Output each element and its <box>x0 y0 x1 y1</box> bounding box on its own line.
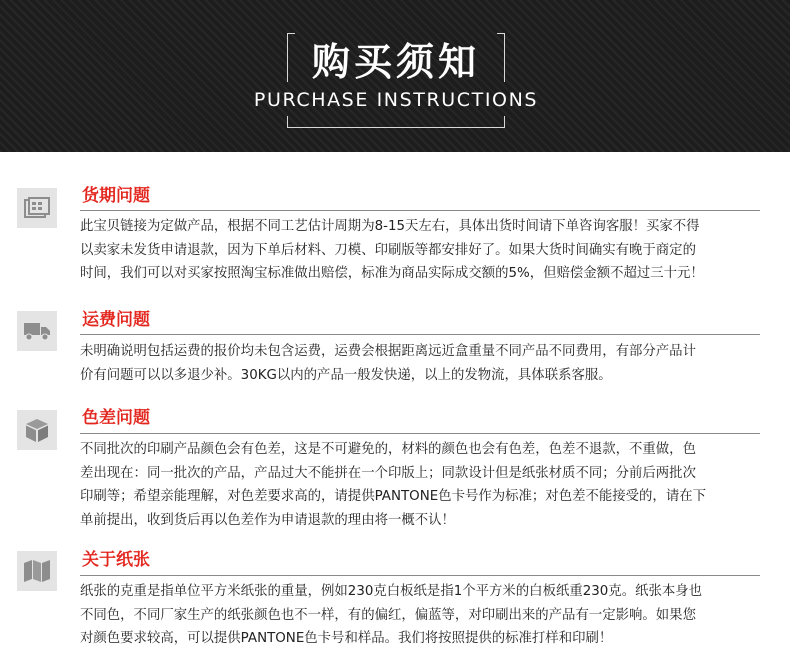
text-line: 时间，我们可以对买家按照淘宝标准做出赔偿，标准为商品实际成交额的5%，但赔偿金额不超过三十元！ <box>80 266 704 281</box>
section-title: 色差问题 <box>82 408 150 428</box>
delivery-calendar-icon <box>17 188 57 228</box>
section-divider <box>80 334 760 335</box>
section-text <box>80 580 768 651</box>
text-line: 以卖家未发货申请退款，因为下单后材料、刀模、印刷版等都安排好了。如果大货时间确实有晚于商定的 <box>80 242 696 258</box>
truck-icon <box>17 311 57 351</box>
section-title: 货期问题 <box>82 186 150 206</box>
section-text <box>80 438 768 532</box>
header-banner <box>0 0 790 152</box>
section-text <box>80 340 768 387</box>
section-divider <box>80 433 760 434</box>
section-title: 运费问题 <box>82 310 150 330</box>
text-line: 未明确说明包括运费的报价均未包含运费，运费会根据距离远近盒重量不同产品不同费用，有部分产品计 <box>80 344 696 359</box>
frame-border <box>287 127 505 128</box>
section-divider <box>80 575 760 576</box>
text-line: 价有问题可以以多退少补。30KG以内的产品一般发快递，以上的发物流，具体联系客服。 <box>80 367 612 383</box>
section-title: 关于纸张 <box>82 550 150 570</box>
page-subtitle: PURCHASE INSTRUCTIONS <box>253 89 539 111</box>
text-line: 不同色，不同厂家生产的纸张颜色也不一样，有的偏红，偏蓝等，对印刷出来的产品有一定影响。如果您 <box>80 607 696 623</box>
text-line: 纸张的克重是指单位平方米纸张的重量，例如230克白板纸是指1个平方米的白板纸重230克。纸张本身也 <box>80 584 703 599</box>
text-line: 不同批次的印刷产品颜色会有色差，这是不可避免的，材料的颜色也会有色差，色差不退款，不重做，色 <box>80 442 696 457</box>
box-icon <box>17 410 57 450</box>
text-line: 此宝贝链接为定做产品，根据不同工艺估计周期为8-15天左右，具体出货时间请下单咨询客服！买家不得 <box>80 219 700 234</box>
section-divider <box>80 210 760 211</box>
text-line: 对颜色要求较高，可以提供PANTONE色卡号和样品。我们将按照提供的标准打样和印刷！ <box>80 631 613 646</box>
frame-border <box>287 33 295 34</box>
map-icon <box>17 551 57 591</box>
section-text <box>80 215 768 286</box>
text-line: 差出现在：同一批次的产品，产品过大不能拼在一个印版上；同款设计但是纸张材质不同；分前后两批次 <box>80 465 696 481</box>
text-line: 印刷等；希望亲能理解，对色差要求高的，请提供PANTONE色卡号作为标准；对色差不能接受的，请在下 <box>80 489 706 504</box>
page-title: 购买须知 <box>311 40 480 84</box>
text-line: 单前提出，收到货后再以色差作为申请退款的理由将一概不认！ <box>80 512 455 528</box>
